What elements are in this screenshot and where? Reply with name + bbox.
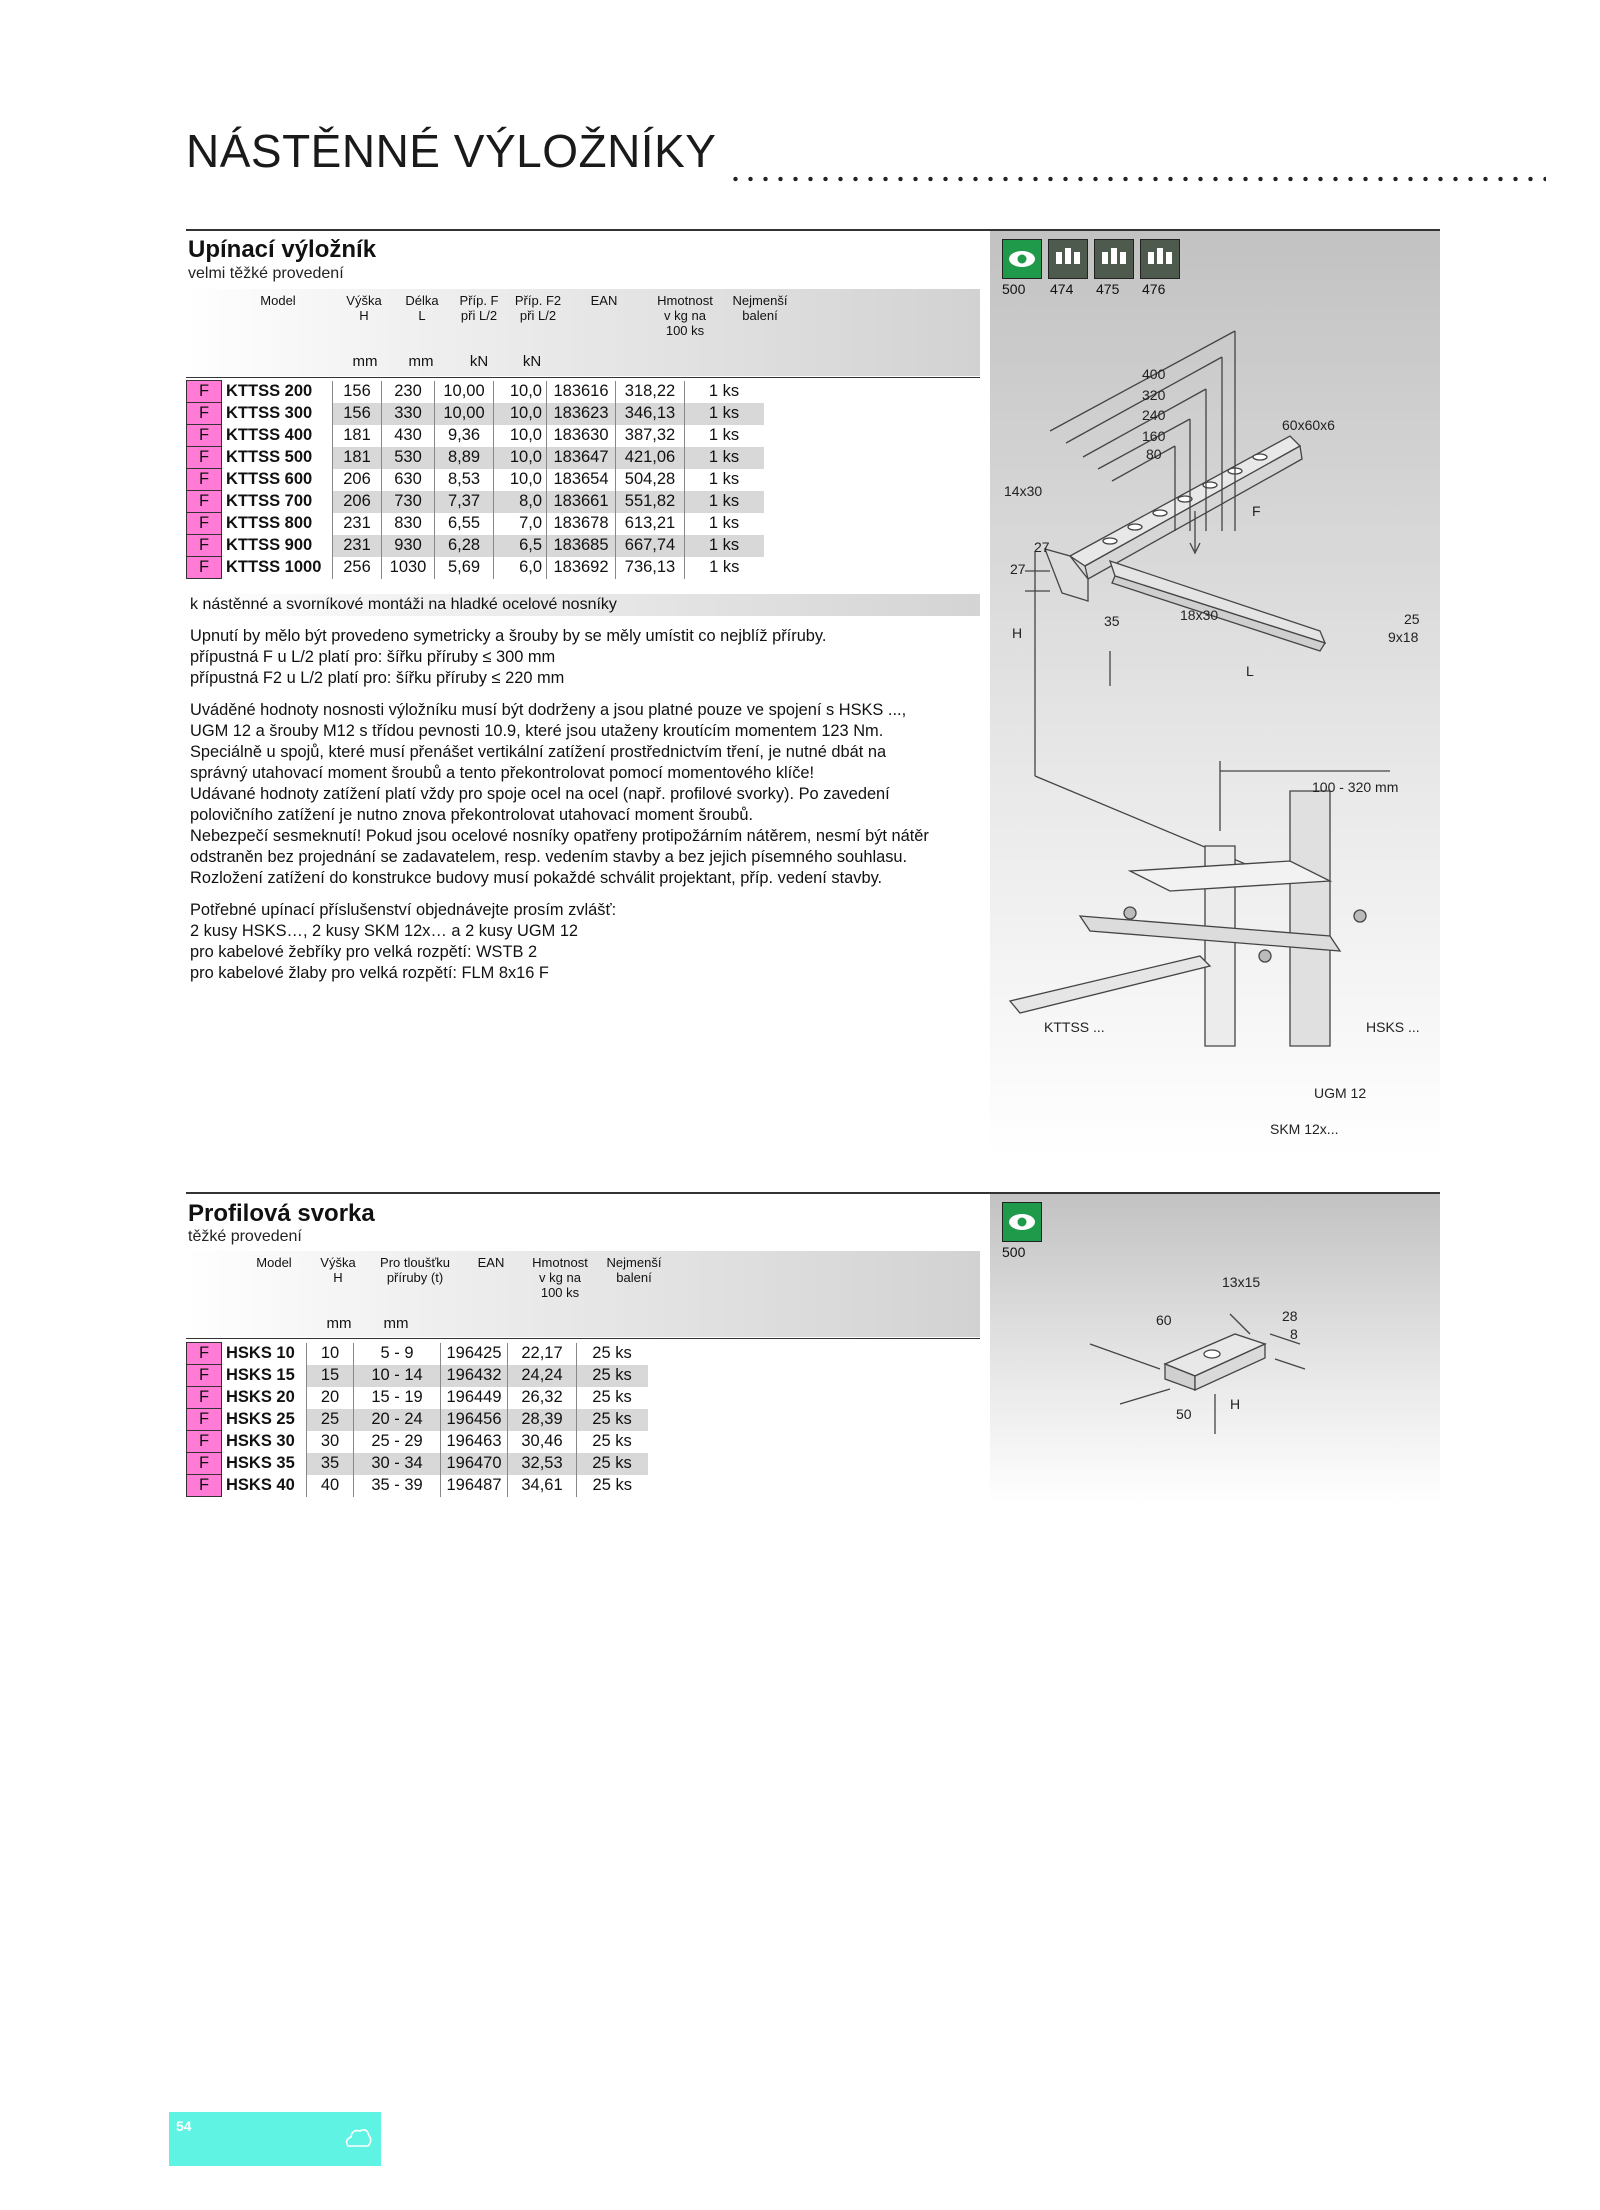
weight-cell: 28,39: [508, 1409, 577, 1431]
unit-mm: mm: [326, 1315, 352, 1332]
row-flag: F: [187, 1343, 222, 1365]
height-cell: 35: [307, 1453, 354, 1475]
unit-mm: mm: [408, 353, 434, 370]
section1-title: Upínací výložník: [188, 236, 377, 263]
header-ean: EAN: [590, 293, 618, 308]
ean-cell: 196432: [441, 1365, 508, 1387]
pack-cell: 1 ks: [685, 535, 764, 557]
row-flag: F: [187, 535, 222, 557]
pack-cell: 1 ks: [708, 514, 740, 532]
row-flag: F: [187, 1453, 222, 1475]
row-flag: F: [187, 557, 222, 579]
range-label: 100 - 320 mm: [1312, 779, 1399, 795]
title-dotted-leader: [728, 176, 1546, 182]
row-flag: F: [187, 425, 222, 447]
pack-cell: 25 ks: [592, 1476, 632, 1494]
pack-cell: 1 ks: [685, 447, 764, 469]
text-line: přípustná F2 u L/2 platí pro: šířku příruby ≤ 220 mm: [190, 669, 565, 687]
text-line: Rozložení zatížení do konstrukce budovy musí pokaždé schválit projektant, příp. vedení stavby.: [190, 869, 883, 887]
pack-cell: 25 ks: [592, 1388, 632, 1406]
length-cell: 330: [382, 403, 435, 425]
load-f2-cell: 8,0: [494, 491, 547, 513]
section1-header-rule: [186, 377, 980, 378]
header-ean: EAN: [477, 1255, 505, 1270]
load-f2-cell: 6,5: [494, 535, 547, 557]
length-cell: 1030: [382, 557, 435, 579]
icon-label: 474: [1050, 281, 1074, 297]
dim-60: 60: [1156, 1312, 1172, 1328]
force-label: F: [1252, 503, 1261, 519]
weight-cell: 346,13: [616, 403, 685, 425]
text-line: přípustná F u L/2 platí pro: šířku příruby ≤ 300 mm: [190, 648, 556, 666]
header-model: Model: [260, 293, 296, 308]
model-cell: HSKS 20: [222, 1387, 307, 1409]
section2-title: Profilová svorka: [188, 1200, 375, 1227]
height-cell: 181: [333, 447, 382, 469]
section1-note: k nástěnné a svorníkové montáži na hladké ocelové nosníky: [186, 594, 980, 616]
header-flange-thickness: Pro tloušťku příruby (t): [380, 1255, 450, 1285]
weight-cell: 504,28: [616, 469, 685, 491]
header-load-f2: Příp. F2 při L/2: [514, 293, 562, 323]
row-flag: F: [187, 491, 222, 513]
load-f-cell: 10,00: [435, 381, 494, 403]
model-cell: KTTSS 900: [222, 535, 333, 557]
pack-cell: 25 ks: [577, 1409, 648, 1431]
height-cell: 156: [333, 381, 382, 403]
weight-cell: 24,24: [508, 1365, 577, 1387]
model-cell: KTTSS 700: [222, 491, 333, 513]
page-number: 54: [176, 2118, 192, 2134]
thickness-cell: 35 - 39: [354, 1475, 441, 1497]
header-height: Výška H: [346, 293, 382, 323]
row-flag: F: [187, 1431, 222, 1453]
text-line: správný utahovací moment šroubů a tento překontrolovat pomocí momentového klíče!: [190, 764, 815, 782]
length-cell: 930: [382, 535, 435, 557]
ean-cell: 183685: [547, 535, 616, 557]
table-row: [187, 447, 764, 469]
table-row: [187, 381, 764, 403]
dim-320: 320: [1142, 387, 1166, 403]
table-row: [187, 1343, 648, 1365]
load-f-cell: 6,28: [435, 535, 494, 557]
icon-label: 475: [1096, 281, 1120, 297]
dim-25: 25: [1404, 611, 1420, 627]
model-cell: KTTSS 400: [222, 425, 333, 447]
height-cell: 25: [307, 1409, 354, 1431]
dim-50: 50: [1176, 1406, 1192, 1422]
header-length: Délka L: [405, 293, 439, 323]
thickness-cell: 20 - 24: [354, 1409, 441, 1431]
weight-cell: 421,06: [616, 447, 685, 469]
ean-cell: 183692: [547, 557, 616, 579]
weight-cell: 32,53: [508, 1453, 577, 1475]
height-cell: 15: [307, 1365, 354, 1387]
dim-27: 27: [1034, 539, 1050, 555]
dim-80: 80: [1146, 446, 1162, 462]
section2-header-rule: [186, 1338, 980, 1339]
height-cell: 156: [333, 403, 382, 425]
ean-cell: 196456: [441, 1409, 508, 1431]
slot-size: 13x15: [1222, 1274, 1261, 1290]
load-f-cell: 9,36: [435, 425, 494, 447]
row-flag: F: [187, 1475, 222, 1497]
weight-cell: 30,46: [508, 1431, 577, 1453]
load-f2-cell: 10,0: [494, 425, 547, 447]
dim-240: 240: [1142, 407, 1166, 423]
load-f2-cell: 7,0: [494, 513, 547, 535]
text-line: Uváděné hodnoty nosnosti výložníku musí být dodrženy a jsou platné pouze ve spojení s HSKS ...,: [190, 701, 907, 719]
text-line: Speciálně u spojů, které musí přenášet vertikální zatížení prostřednictvím tření, je nutné dbát na: [190, 743, 887, 761]
weight-cell: 387,32: [616, 425, 685, 447]
height-cell: 206: [333, 469, 382, 491]
ean-cell: 183654: [547, 469, 616, 491]
load-f-cell: 6,55: [435, 513, 494, 535]
model-cell: KTTSS 1000: [222, 557, 333, 579]
row-flag: F: [187, 1365, 222, 1387]
load-f2-cell: 6,0: [494, 557, 547, 579]
table-row: [187, 425, 764, 447]
table-row: [187, 557, 764, 579]
height-cell: 256: [333, 557, 382, 579]
table-row: [187, 1475, 648, 1497]
row-flag: F: [187, 469, 222, 491]
text-line: polovičního zatížení je nutno znova překontrolovat utahovací moment šroubů.: [190, 806, 754, 824]
table-row: [187, 1453, 648, 1475]
length-cell: 430: [382, 425, 435, 447]
table-row: [187, 491, 764, 513]
load-f-cell: 5,69: [435, 557, 494, 579]
ugm-label: UGM 12: [1314, 1085, 1367, 1101]
text-line: pro kabelové žlaby pro velká rozpětí: FLM 8x16 F: [190, 964, 549, 982]
model-cell: HSKS 40: [222, 1475, 307, 1497]
weight-cell: 26,32: [508, 1387, 577, 1409]
model-cell: HSKS 30: [222, 1431, 307, 1453]
row-flag: F: [187, 1387, 222, 1409]
dim-35: 35: [1104, 613, 1120, 629]
section1-table-header: [186, 289, 980, 376]
thickness-cell: 10 - 14: [354, 1365, 441, 1387]
ean-cell: 196449: [441, 1387, 508, 1409]
height-cell: 30: [307, 1431, 354, 1453]
ean-cell: 196425: [441, 1343, 508, 1365]
model-cell: HSKS 15: [222, 1365, 307, 1387]
weight-cell: 736,13: [616, 557, 685, 579]
weight-cell: 318,22: [616, 381, 685, 403]
icon-label: 476: [1142, 281, 1166, 297]
thickness-cell: 15 - 19: [354, 1387, 441, 1409]
unit-kn: kN: [469, 353, 489, 370]
table-row: [187, 513, 764, 535]
pack-cell: 25 ks: [592, 1344, 632, 1362]
length-cell: 630: [382, 469, 435, 491]
weight-cell: 22,17: [508, 1343, 577, 1365]
unit-kn: kN: [522, 353, 542, 370]
dim-160: 160: [1142, 428, 1166, 444]
text-line: odstraněn bez projednání se zadavatelem, resp. vedením stavby a bez jejich písemného souhlasu.: [190, 848, 908, 866]
unit-mm: mm: [383, 1315, 409, 1332]
model-cell: HSKS 10: [222, 1343, 307, 1365]
ean-cell: 196487: [441, 1475, 508, 1497]
thickness-cell: 5 - 9: [354, 1343, 441, 1365]
height-cell: 10: [307, 1343, 354, 1365]
pack-cell: 1 ks: [708, 470, 740, 488]
icon-label: 500: [1002, 1244, 1026, 1260]
section2-table: [186, 1342, 648, 1497]
page-title: NÁSTĚNNÉ VÝLOŽNÍKY: [186, 125, 717, 177]
height-cell: 40: [307, 1475, 354, 1497]
clamp-dimension-drawing: [990, 1194, 1440, 1504]
weight-cell: 667,74: [616, 535, 685, 557]
header-model: Model: [256, 1255, 292, 1270]
height-label: H: [1012, 625, 1023, 641]
height-label: H: [1230, 1396, 1241, 1412]
header-load-f: Příp. F při L/2: [459, 293, 499, 323]
table-row: [187, 403, 764, 425]
model-cell: HSKS 25: [222, 1409, 307, 1431]
dim-28: 28: [1282, 1308, 1298, 1324]
slot-size-2: 9x18: [1388, 629, 1419, 645]
load-f2-cell: 10,0: [494, 403, 547, 425]
kttss-label: KTTSS ...: [1044, 1019, 1105, 1035]
ean-cell: 183647: [547, 447, 616, 469]
pack-cell: 1 ks: [708, 426, 740, 444]
row-flag: F: [187, 1409, 222, 1431]
load-f-cell: 8,89: [435, 447, 494, 469]
load-f2-cell: 10,0: [494, 381, 547, 403]
cloud-icon: [343, 2124, 373, 2152]
installation-illustration: [990, 751, 1440, 1158]
dim-27: 27: [1010, 561, 1026, 577]
row-flag: F: [187, 403, 222, 425]
row-flag: F: [187, 513, 222, 535]
table-row: [187, 469, 764, 491]
text-line: Nebezpečí sesmeknutí! Pokud jsou ocelové nosníky opatřeny protipožárním nátěrem, nesmí být nátěr: [190, 827, 929, 845]
pack-cell: 1 ks: [685, 491, 764, 513]
text-line: 2 kusy HSKS…, 2 kusy SKM 12x… a 2 kusy UGM 12: [190, 922, 579, 940]
section2-subtitle: těžké provedení: [188, 1228, 302, 1245]
pack-cell: 1 ks: [709, 558, 740, 576]
length-cell: 230: [382, 381, 435, 403]
thickness-cell: 25 - 29: [354, 1431, 441, 1453]
ean-cell: 183616: [547, 381, 616, 403]
ean-cell: 183623: [547, 403, 616, 425]
text-line: Potřebné upínací příslušenství objednávejte prosím zvlášť:: [190, 901, 617, 919]
hsks-label: HSKS ...: [1366, 1019, 1420, 1035]
load-f-cell: 8,53: [435, 469, 494, 491]
skm-label: SKM 12x...: [1270, 1121, 1339, 1137]
header-min-pack: Nejmenší balení: [606, 1255, 662, 1285]
section2-table-header: [186, 1251, 980, 1337]
model-cell: KTTSS 500: [222, 447, 333, 469]
section1-subtitle: velmi těžké provedení: [188, 265, 344, 282]
height-cell: 206: [333, 491, 382, 513]
pack-cell: 1 ks: [685, 403, 764, 425]
header-min-pack: Nejmenší balení: [732, 293, 788, 323]
load-f-cell: 10,00: [435, 403, 494, 425]
load-f2-cell: 10,0: [494, 447, 547, 469]
load-f-cell: 7,37: [435, 491, 494, 513]
unit-mm: mm: [352, 353, 378, 370]
section1-drawing-panel: [990, 231, 1440, 1158]
table-row: [187, 1387, 648, 1409]
section1-table: [186, 380, 764, 579]
length-cell: 530: [382, 447, 435, 469]
ean-cell: 183661: [547, 491, 616, 513]
weight-cell: 34,61: [508, 1475, 577, 1497]
table-row: [187, 1431, 648, 1453]
header-weight: Hmotnost v kg na 100 ks: [532, 1255, 588, 1300]
ean-cell: 196470: [441, 1453, 508, 1475]
height-cell: 231: [333, 535, 382, 557]
ean-cell: 196463: [441, 1431, 508, 1453]
text-line: Udávané hodnoty zatížení platí vždy pro spoje ocel na ocel (např. profilové svorky). Po zavedení: [190, 785, 890, 803]
load-f2-cell: 10,0: [494, 469, 547, 491]
thickness-cell: 30 - 34: [354, 1453, 441, 1475]
weight-cell: 551,82: [616, 491, 685, 513]
profile-size: 60x60x6: [1282, 417, 1335, 433]
height-cell: 20: [307, 1387, 354, 1409]
ean-cell: 183630: [547, 425, 616, 447]
dim-400: 400: [1142, 366, 1166, 382]
icon-label: 500: [1002, 281, 1026, 297]
pack-cell: 25 ks: [592, 1432, 632, 1450]
length-cell: 730: [382, 491, 435, 513]
length-cell: 830: [382, 513, 435, 535]
pack-cell: 25 ks: [577, 1365, 648, 1387]
weight-cell: 613,21: [616, 513, 685, 535]
model-cell: HSKS 35: [222, 1453, 307, 1475]
table-row: [187, 1409, 648, 1431]
pack-cell: 1 ks: [708, 382, 740, 400]
dim-8: 8: [1290, 1326, 1298, 1342]
section1-text: [190, 626, 990, 984]
section2-drawing-panel: [990, 1194, 1440, 1504]
footer-tab: [169, 2112, 381, 2166]
row-flag: F: [187, 447, 222, 469]
hole-size: 14x30: [1004, 483, 1043, 499]
model-cell: KTTSS 300: [222, 403, 333, 425]
table-row: [187, 535, 764, 557]
height-cell: 231: [333, 513, 382, 535]
pack-cell: 25 ks: [577, 1453, 648, 1475]
model-cell: KTTSS 600: [222, 469, 333, 491]
ean-cell: 183678: [547, 513, 616, 535]
text-line: pro kabelové žebříky pro velká rozpětí: WSTB 2: [190, 943, 538, 961]
model-cell: KTTSS 200: [222, 381, 333, 403]
table-row: [187, 1365, 648, 1387]
length-label: L: [1246, 663, 1254, 679]
row-flag: F: [187, 381, 222, 403]
slot-size: 18x30: [1180, 607, 1219, 623]
text-line: Upnutí by mělo být provedeno symetricky a šrouby by se měly umístit co nejblíž příruby.: [190, 627, 827, 645]
header-height: Výška H: [320, 1255, 356, 1285]
text-line: UGM 12 a šrouby M12 s třídou pevnosti 10.9, které jsou utaženy kroutícím momentem 123 Nm.: [190, 722, 884, 740]
model-cell: KTTSS 800: [222, 513, 333, 535]
header-weight: Hmotnost v kg na 100 ks: [657, 293, 713, 338]
height-cell: 181: [333, 425, 382, 447]
